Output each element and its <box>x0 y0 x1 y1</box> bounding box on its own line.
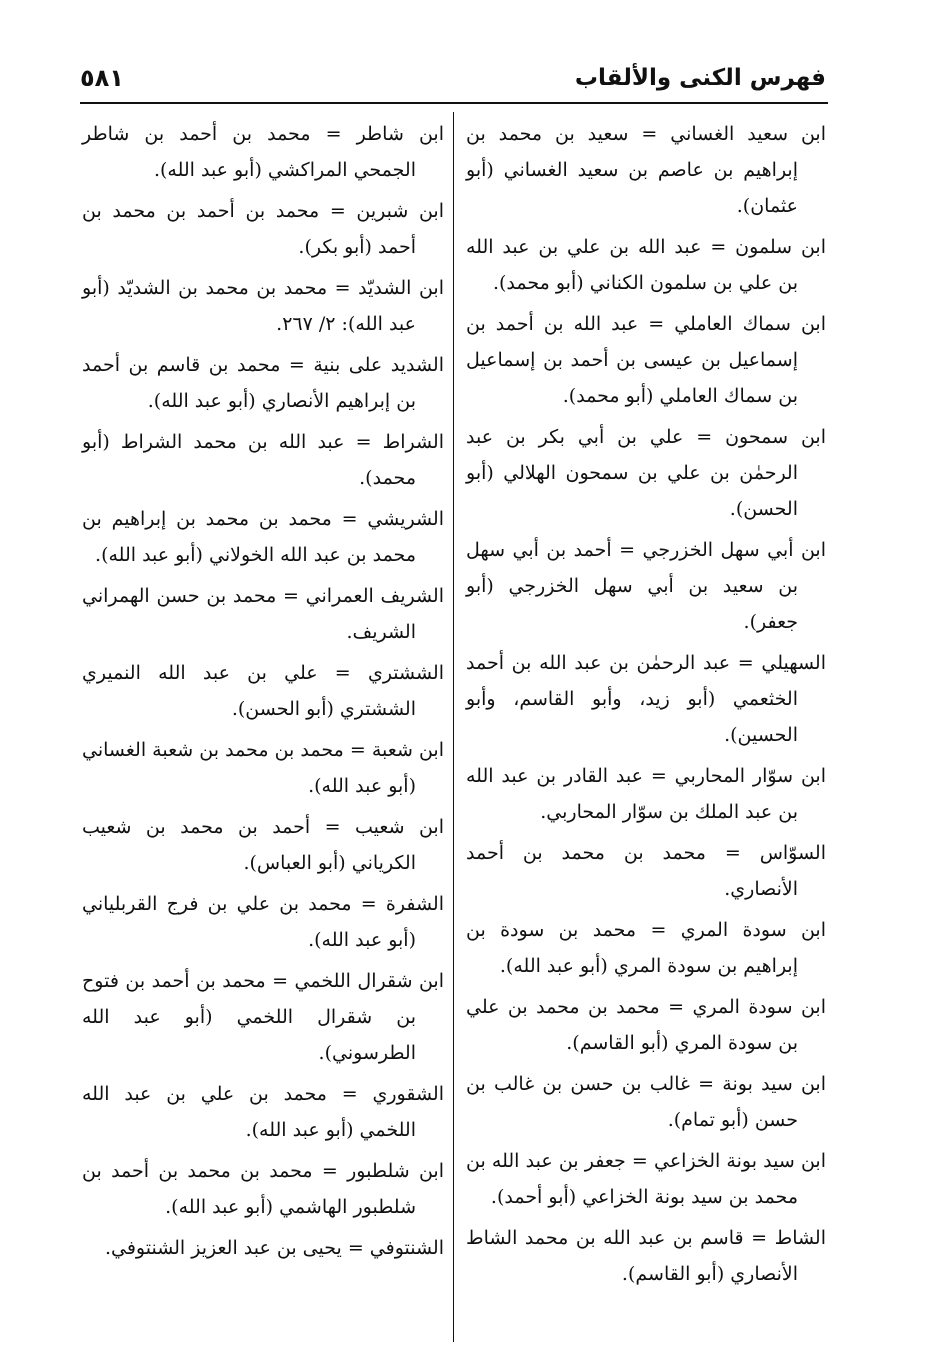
left-column <box>82 116 444 1271</box>
right-column <box>466 116 826 1297</box>
index-entry: ابن سوّار المحاربي = عبد القادر بن عبد الله بن عبد الملك بن سوّار المحاربي. <box>466 765 826 823</box>
index-entry: ابن سودة المري = محمد بن محمد بن علي بن سودة المري (أبو القاسم). <box>466 996 826 1054</box>
index-entry: ابن سلمون = عبد الله بن علي بن عبد الله بن علي بن سلمون الكناني (أبو محمد). <box>466 236 826 294</box>
index-entry: ابن سيد بونة الخزاعي = جعفر بن عبد الله بن محمد بن سيد بونة الخزاعي (أبو أحمد). <box>466 1150 826 1208</box>
index-entry: ابن سماك العاملي = عبد الله بن أحمد بن إسماعيل بن عيسى بن أحمد بن إسماعيل بن سماك العاملي (أبو محمد). <box>466 313 826 407</box>
index-entry: الشنتوفي = يحيى بن عبد العزيز الشنتوفي. <box>104 1237 444 1259</box>
column-divider <box>453 112 454 1342</box>
index-entry: الشديد على بنية = محمد بن قاسم بن أحمد بن إبراهيم الأنصاري (أبو عبد الله). <box>82 354 444 412</box>
running-head: فهرس الكنى والألقاب <box>574 65 826 91</box>
index-entry: ابن سودة المري = محمد بن سودة بن إبراهيم بن سودة المري (أبو عبد الله). <box>466 919 826 977</box>
index-entry: ابن سيد بونة = غالب بن حسن بن غالب بن حسن (أبو تمام). <box>466 1073 826 1131</box>
index-entry: الشاط = قاسم بن عبد الله بن محمد الشاط الأنصاري (أبو القاسم). <box>466 1227 826 1285</box>
index-entry: السهيلي = عبد الرحمٰن بن عبد الله بن أحمد الخثعمي (أبو زيد، وأبو القاسم، وأبو الحسين). <box>466 652 826 746</box>
index-entry: الششتري = علي بن عبد الله النميري الششتري (أبو الحسن). <box>82 662 444 720</box>
index-entry: الشفرة = محمد بن علي بن فرج القربلياني (أبو عبد الله). <box>82 893 444 951</box>
page-header <box>80 58 826 98</box>
index-entry: ابن أبي سهل الخزرجي = أحمد بن أبي سهل بن سعيد بن أبي سهل الخزرجي (أبو جعفر). <box>466 539 826 633</box>
index-entry: الشراط = عبد الله بن محمد الشراط (أبو محمد). <box>82 431 444 489</box>
page-number: ٥٨١ <box>80 64 124 92</box>
index-entry: السوّاس = محمد بن محمد بن أحمد الأنصاري. <box>466 842 826 900</box>
index-entry: ابن شقرال اللخمي = محمد بن أحمد بن فتوح بن شقرال اللخمي (أبو عبد الله الطرسوني). <box>82 970 444 1064</box>
index-entry: الشريشي = محمد بن محمد بن إبراهيم بن محمد بن عبد الله الخولاني (أبو عبد الله). <box>82 508 444 566</box>
index-entry: الشقوري = محمد بن علي بن عبد الله اللخمي (أبو عبد الله). <box>82 1083 444 1141</box>
index-entry: ابن شلطبور = محمد بن محمد بن أحمد بن شلطبور الهاشمي (أبو عبد الله). <box>82 1160 444 1218</box>
index-entry: ابن سعيد الغساني = سعيد بن محمد بن إبراهيم بن عاصم بن سعيد الغساني (أبو عثمان). <box>466 123 826 217</box>
header-rule <box>80 102 828 104</box>
index-entry: ابن شاطر = محمد بن أحمد بن شاطر الجمحي المراكشي (أبو عبد الله). <box>82 123 444 181</box>
index-entry: الشريف العمراني = محمد بن حسن الهمراني الشريف. <box>82 585 444 643</box>
index-entry: ابن شعبة = محمد بن محمد بن شعبة الغساني (أبو عبد الله). <box>82 739 444 797</box>
index-entry: ابن شبرين = محمد بن أحمد بن محمد بن أحمد (أبو بكر). <box>82 200 444 258</box>
index-entry: ابن شعيب = أحمد بن محمد بن شعيب الكرياني (أبو العباس). <box>82 816 444 874</box>
index-entry: ابن سمحون = علي بن أبي بكر بن عبد الرحمٰن بن علي بن سمحون الهلالي (أبو الحسن). <box>466 426 826 520</box>
index-entry: ابن الشديّد = محمد بن محمد بن الشديّد (أبو عبد الله): ٢/ ٢٦٧. <box>82 277 444 335</box>
